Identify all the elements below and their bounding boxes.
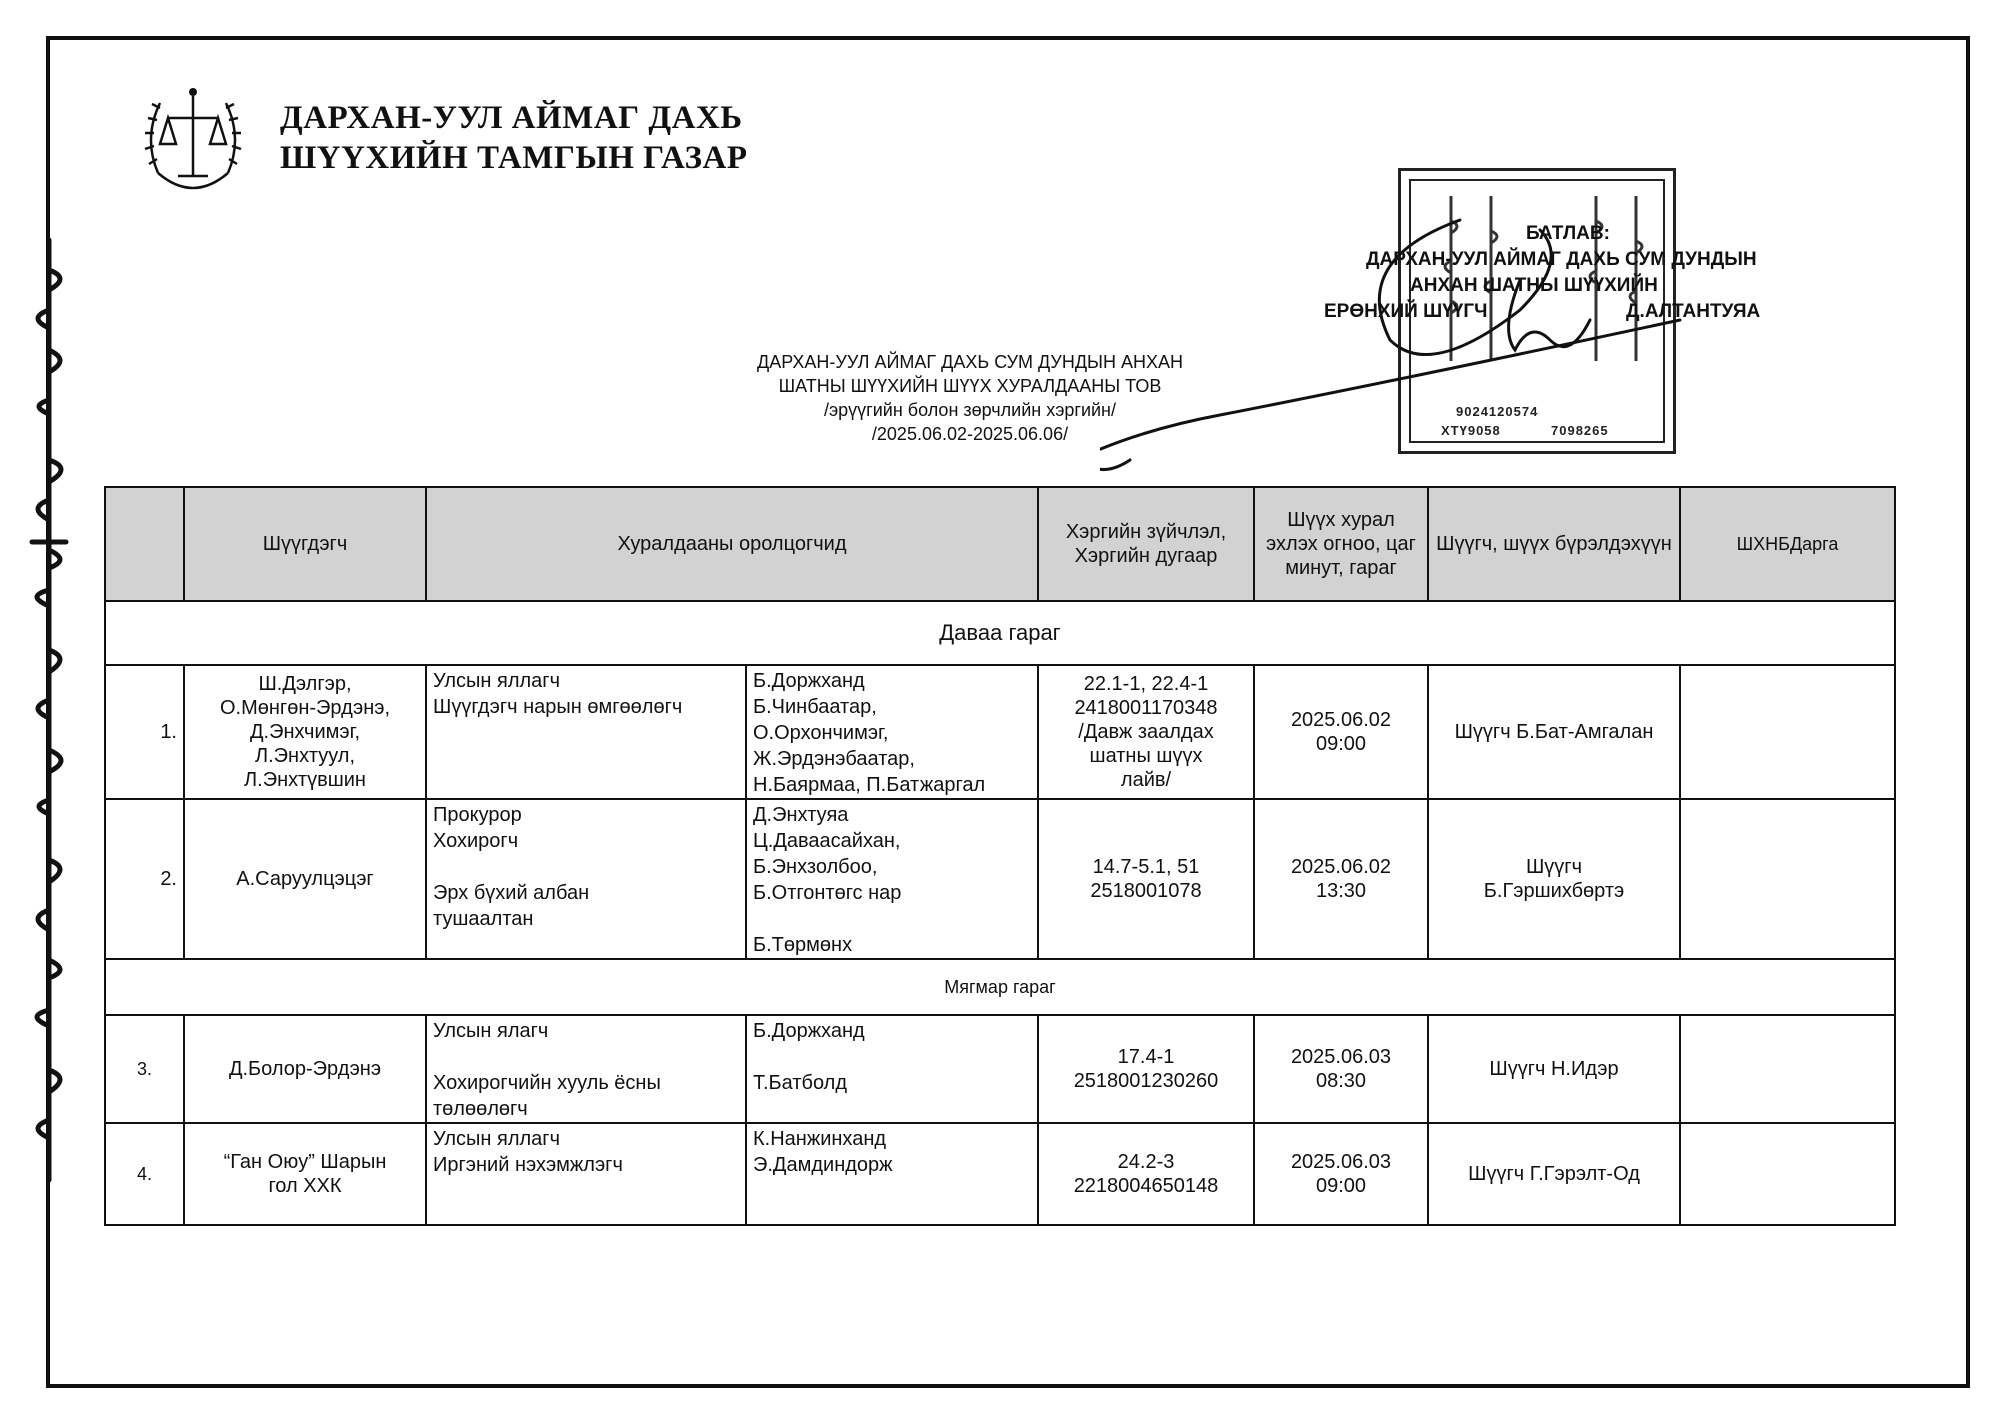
stamp-code-2a: ХТҮ9058 [1441, 423, 1501, 438]
participant-role: Шүүгдэгч нарын өмгөөлөгч [433, 696, 683, 718]
approval-line1: ДАРХАН-УУЛ АЙМАГ ДАХЬ СУМ ДУНДЫН [1366, 249, 1757, 270]
participant-roles [426, 665, 746, 799]
participant-name: О.Орхончимэг, [753, 722, 889, 744]
participant-names [746, 665, 1038, 799]
judge-name: Б.Гэршихбөртэ [1483, 880, 1625, 902]
participant-name: Б.Доржханд [753, 670, 865, 692]
case-number: 2518001078 [1090, 880, 1202, 902]
participant-name: Б.Доржханд [753, 1020, 865, 1042]
defendant-cell [184, 665, 426, 799]
stamp-code-1: 9024120574 [1456, 404, 1539, 419]
defendant-name: гол ХХК [268, 1175, 342, 1197]
participant-role: Эрх бүхий албан [433, 882, 590, 904]
participant-name: Н.Баярмаа, П.Батжаргал [753, 774, 986, 796]
defendant-cell [184, 1015, 426, 1123]
table-row [105, 665, 1895, 799]
case-number: 2218004650148 [1073, 1175, 1219, 1197]
day-row-monday [105, 601, 1895, 665]
hearing-time: 09:00 [1315, 1175, 1367, 1197]
participant-name: Э.Дамдиндорж [753, 1154, 893, 1176]
case-article: 22.1-1, 22.4-1 [1083, 673, 1209, 695]
defendant-name: О.Мөнгөн-Эрдэнэ, [219, 697, 390, 719]
participant-role: Улсын ялагч [433, 1020, 549, 1042]
header-number [105, 487, 184, 601]
participant-name: Б.Энхзолбоо, [753, 856, 878, 878]
participant-role: төлөөлөгч [433, 1098, 528, 1120]
case-number: 2518001230260 [1073, 1070, 1219, 1092]
participant-names [746, 1123, 1038, 1225]
judge-cell [1428, 799, 1680, 959]
defendant-name: Л.Энхтүвшин [244, 769, 366, 791]
secretary-cell [1680, 1123, 1895, 1225]
participant-name: Т.Батболд [753, 1072, 848, 1094]
participant-role: Прокурор [433, 804, 522, 826]
defendant-name: “Ган Оюу” Шарын [223, 1151, 387, 1173]
table-header-row [105, 487, 1895, 601]
day-row-wednesday [105, 959, 1895, 1015]
header-participants: Хуралдааны оролцогчид [426, 487, 1038, 601]
hearing-date: 2025.06.03 [1290, 1151, 1392, 1173]
hearing-time-cell [1254, 1015, 1428, 1123]
participant-name: К.Нанжинханд [753, 1128, 887, 1150]
mongolian-script-text [14, 230, 84, 1190]
judge-cell: Шүүгч Г.Гэрэлт-Од [1428, 1123, 1680, 1225]
defendant-name: А.Саруулцэцэг [236, 868, 374, 890]
defendant-name: Д.Болор-Эрдэнэ [228, 1058, 382, 1080]
hearing-time: 09:00 [1315, 733, 1367, 755]
hearing-time: 08:30 [1315, 1070, 1367, 1092]
table-row [105, 1123, 1895, 1225]
participant-role: Хохирогчийн хууль ёсны [433, 1072, 661, 1094]
case-note: шатны шүүх [1089, 745, 1203, 767]
case-article: 14.7-5.1, 51 [1092, 856, 1200, 878]
case-article: 17.4-1 [1117, 1046, 1175, 1068]
participant-role: Хохирогч [433, 830, 519, 852]
day-label: Мягмар гараг [105, 959, 1895, 1015]
hearing-time-cell [1254, 799, 1428, 959]
participant-name: Ж.Эрдэнэбаатар, [753, 748, 915, 770]
judge-title: Шүүгч [1525, 856, 1583, 878]
row-number: 3. [105, 1015, 184, 1123]
participant-roles [426, 1015, 746, 1123]
defendant-cell [184, 799, 426, 959]
heading-line1: ДАРХАН-УУЛ АЙМАГ ДАХЬ СУМ ДУНДЫН АНХАН [757, 352, 1183, 372]
participant-roles [426, 1123, 746, 1225]
table-row [105, 1015, 1895, 1123]
table-row [105, 799, 1895, 959]
defendant-name: Д.Энхчимэг, [249, 721, 361, 743]
participant-name: Ц.Даваасайхан, [753, 830, 901, 852]
hearing-time-cell [1254, 665, 1428, 799]
row-number: 2. [105, 799, 184, 959]
header-case: Хэргийн зүйчлэл, Хэргийн дугаар [1038, 487, 1254, 601]
case-cell [1038, 799, 1254, 959]
participant-role: Улсын яллагч [433, 670, 561, 692]
participant-name: Б.Чинбаатар, [753, 696, 877, 718]
case-note: лайв/ [1120, 769, 1172, 791]
heading-line4: /2025.06.02-2025.06.06/ [871, 424, 1069, 444]
hearing-date: 2025.06.02 [1290, 856, 1392, 878]
participant-role: Иргэний нэхэмжлэгч [433, 1154, 623, 1176]
secretary-cell [1680, 665, 1895, 799]
row-number: 1. [105, 665, 184, 799]
defendant-name: Ш.Дэлгэр, [258, 673, 352, 695]
defendant-cell [184, 1123, 426, 1225]
header-secretary: ШХНБДарга [1680, 487, 1895, 601]
defendant-name: Л.Энхтуул, [254, 745, 356, 767]
approval-line2: АНХАН ШАТНЫ ШҮҮХИЙН [1410, 275, 1658, 296]
participant-role: Улсын яллагч [433, 1128, 561, 1150]
participant-name: Б.Отгонтөгс нар [753, 882, 902, 904]
judge-cell: Шүүгч Б.Бат-Амгалан [1428, 665, 1680, 799]
case-number: 2418001170348 [1074, 697, 1218, 719]
secretary-cell [1680, 799, 1895, 959]
hearing-time-cell [1254, 1123, 1428, 1225]
header-defendant: Шүүгдэгч [184, 487, 426, 601]
org-title-line1: ДАРХАН-УУЛ АЙМАГ ДАХЬ [280, 100, 743, 136]
row-number: 4. [105, 1123, 184, 1225]
hearing-date: 2025.06.02 [1290, 709, 1392, 731]
case-note: /Давж заалдах [1078, 721, 1214, 743]
case-cell [1038, 1123, 1254, 1225]
day-label: Даваа гараг [105, 601, 1895, 665]
hearing-time: 13:30 [1315, 880, 1367, 902]
hearing-date: 2025.06.03 [1290, 1046, 1392, 1068]
header-time: Шүүх хурал эхлэх огноо, цаг минут, гараг [1254, 487, 1428, 601]
approval-name: Д.АЛТАНТУЯА [1626, 301, 1761, 322]
approval-position: ЕРӨНХИЙ ШҮҮГЧ [1324, 301, 1488, 322]
organization-title [280, 98, 747, 178]
participant-name: Д.Энхтуяа [753, 804, 849, 826]
participant-role: тушаалтан [433, 908, 534, 930]
court-schedule-table [104, 486, 1896, 1226]
header-judge: Шүүгч, шүүх бүрэлдэхүүн [1428, 487, 1680, 601]
org-title-line2: ШҮҮХИЙН ТАМГЫН ГАЗАР [280, 140, 748, 176]
case-cell [1038, 665, 1254, 799]
heading-line2: ШАТНЫ ШҮҮХИЙН ШҮҮХ ХУРАЛДААНЫ ТОВ [778, 376, 1162, 396]
participant-roles [426, 799, 746, 959]
approval-title: БАТЛАВ: [1526, 223, 1610, 244]
case-cell [1038, 1015, 1254, 1123]
heading-line3: /эрүүгийн болон зөрчлийн хэргийн/ [823, 400, 1117, 420]
stamp-code-2b: 7098265 [1551, 423, 1609, 438]
judge-cell: Шүүгч Н.Идэр [1428, 1015, 1680, 1123]
court-emblem-icon [138, 78, 248, 203]
case-article: 24.2-3 [1117, 1151, 1175, 1173]
participant-names [746, 1015, 1038, 1123]
participant-name: Б.Төрмөнх [753, 934, 853, 956]
document-heading [690, 350, 1250, 446]
secretary-cell [1680, 1015, 1895, 1123]
participant-names [746, 799, 1038, 959]
